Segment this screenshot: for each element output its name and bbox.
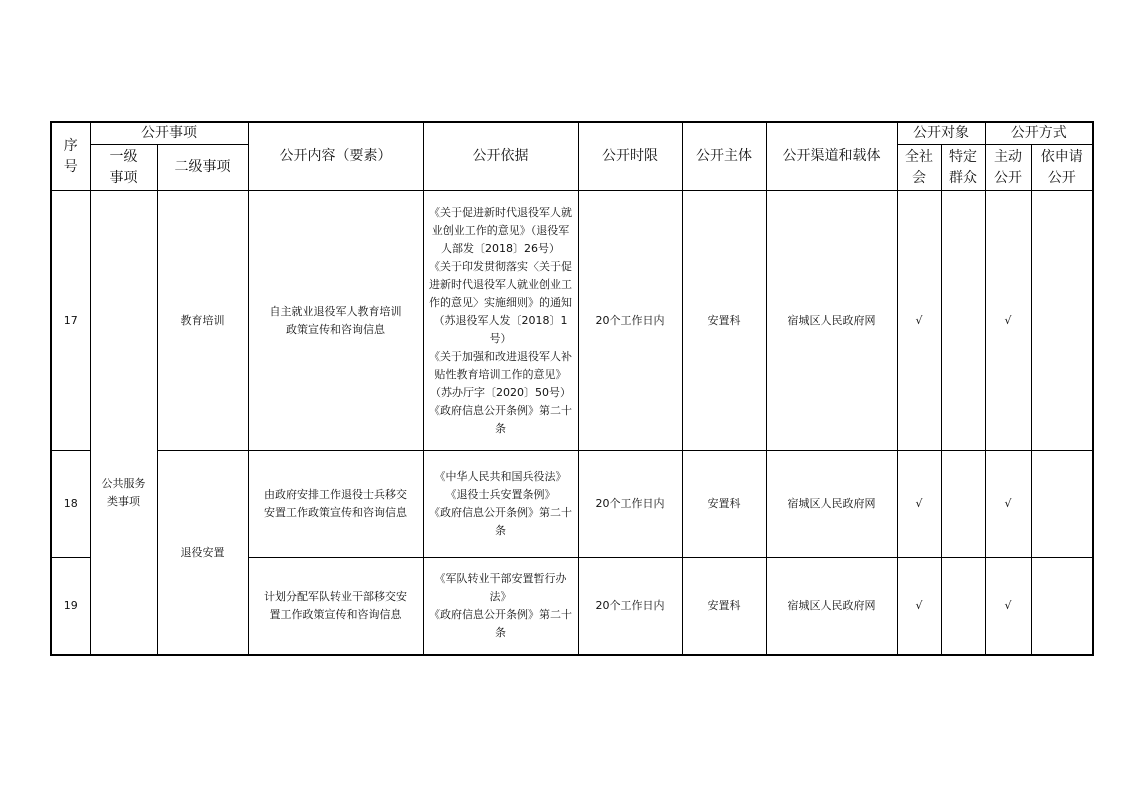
- header-method: 公开方式: [985, 122, 1093, 145]
- header-level2: 二级事项: [157, 145, 248, 191]
- header-subject: 公开主体: [682, 122, 766, 191]
- row-channel: 宿城区人民政府网: [766, 558, 897, 656]
- row-subject: 安置科: [682, 451, 766, 558]
- header-method-request: 依申请公开: [1031, 145, 1093, 191]
- table-row: [51, 191, 1093, 451]
- header-basis: 公开依据: [423, 122, 578, 191]
- header-seq-no: 序号: [51, 122, 90, 191]
- row-time-limit: 20个工作日内: [578, 451, 682, 558]
- check-all: √: [897, 451, 941, 558]
- row-seq-no: 18: [51, 451, 90, 558]
- header-audience-specific: 特定群众: [941, 145, 985, 191]
- row-content: 计划分配军队转业干部移交安置工作政策宣传和咨询信息: [248, 558, 423, 656]
- row-basis: 《中华人民共和国兵役法》 《退役士兵安置条例》 《政府信息公开条例》第二十条: [423, 451, 578, 558]
- level2-cell: 教育培训: [157, 191, 248, 451]
- header-audience-all: 全社会: [897, 145, 941, 191]
- header-public-items: 公开事项: [90, 122, 248, 145]
- check-specific: [941, 451, 985, 558]
- row-subject: 安置科: [682, 558, 766, 656]
- row-basis: 《关于促进新时代退役军人就业创业工作的意见》（退役军人部发〔2018〕26号） 《关于印发贯彻落实〈关于促进新时代退役军人就业创业工作的意见〉实施细则》的通知（苏退役军人发〔2018〕1号） 《关于加强和改进退役军人补贴性教育培训工作的意见》（苏办厅字〔2020〕50号） 《政府信息公开条例》第二十条: [423, 191, 578, 451]
- header-row-1: [51, 122, 1093, 145]
- header-content: 公开内容（要素）: [248, 122, 423, 191]
- row-channel: 宿城区人民政府网: [766, 191, 897, 451]
- row-content: 由政府安排工作退役士兵移交安置工作政策宣传和咨询信息: [248, 451, 423, 558]
- check-request: [1031, 558, 1093, 656]
- check-active: √: [985, 191, 1031, 451]
- check-request: [1031, 191, 1093, 451]
- check-specific: [941, 558, 985, 656]
- row-channel: 宿城区人民政府网: [766, 451, 897, 558]
- check-active: √: [985, 451, 1031, 558]
- check-request: [1031, 451, 1093, 558]
- row-basis: 《军队转业干部安置暂行办法》 《政府信息公开条例》第二十条: [423, 558, 578, 656]
- table-row: [51, 451, 1093, 558]
- disclosure-table: [50, 121, 1094, 656]
- row-time-limit: 20个工作日内: [578, 558, 682, 656]
- row-seq-no: 17: [51, 191, 90, 451]
- check-active: √: [985, 558, 1031, 656]
- header-time-limit: 公开时限: [578, 122, 682, 191]
- row-time-limit: 20个工作日内: [578, 191, 682, 451]
- header-method-active: 主动公开: [985, 145, 1031, 191]
- header-channel: 公开渠道和载体: [766, 122, 897, 191]
- row-subject: 安置科: [682, 191, 766, 451]
- row-content: 自主就业退役军人教育培训政策宣传和咨询信息: [248, 191, 423, 451]
- level1-cell: 公共服务类事项: [90, 191, 157, 656]
- level2-cell: 退役安置: [157, 451, 248, 656]
- check-all: √: [897, 191, 941, 451]
- check-specific: [941, 191, 985, 451]
- row-seq-no: 19: [51, 558, 90, 656]
- header-level1: 一级事项: [90, 145, 157, 191]
- check-all: √: [897, 558, 941, 656]
- header-audience: 公开对象: [897, 122, 985, 145]
